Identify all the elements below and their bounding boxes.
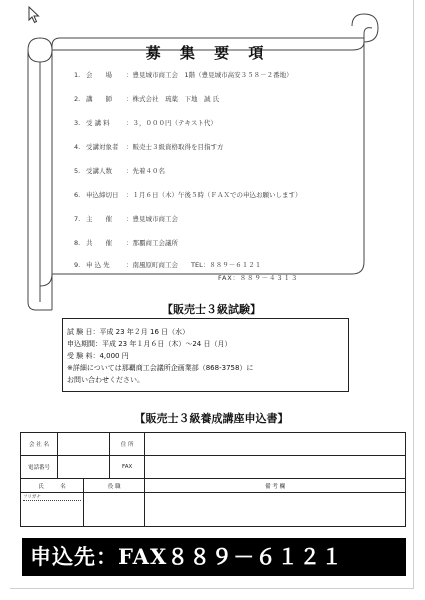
phone-label: 電話番号 [21,456,58,479]
list-item: 7. 主 催 ：豊見城市商工会 [74,215,178,223]
notes-header: 備 考 欄 [145,479,406,493]
phone-field[interactable] [58,456,110,479]
exam-line: お問い合わせください。 [67,376,144,384]
position-field[interactable] [84,493,145,527]
list-item: 9. 申 込 先 ：南風原町商工会 TEL：８８９－６１２１ [74,261,262,269]
address-field[interactable] [145,433,406,456]
exam-heading: 【販売士３級試験】 [162,303,261,316]
list-item: 2. 講 師 ：株式会社 琉薬 下地 誠 氏 [74,95,220,103]
exam-line: 試 験 日：平成 23 年２月 16 日（水） [67,328,190,336]
list-item: 3. 受 講 料 ：３，０００円（テキスト代） [74,119,217,127]
application-form [20,432,406,527]
list-item: 5. 受講人数 ：先着４０名 [74,167,165,175]
company-label: 会 社 名 [21,433,58,456]
exam-line: ※詳細については那覇商工会議所企画業部（868-3758）に [67,364,254,372]
fax-line: FAX：８８９－４３１３ [218,274,299,282]
page-title: 募 集 要 項 [145,44,271,62]
list-item: 4. 受講対象者 ：販売士３級資格取得を目指す方 [74,143,224,151]
company-field[interactable] [58,433,110,456]
list-item: 1. 会 場 ：豊見城市商工会 1階（豊見城市高安３５８－２番地） [74,71,293,79]
recruitment-scroll [22,12,394,312]
name-field[interactable] [21,493,84,527]
name-header: 氏 名 [21,479,84,493]
exam-line: 受 験 料：4,000 円 [67,352,129,360]
fax-field[interactable] [145,456,406,479]
exam-line: 申込期間：平成 23 年１月６日（木）～24 日（月） [67,340,232,348]
position-header: 役 職 [84,479,145,493]
fax-banner: 申込先：FAX８８９－６１２１ [22,538,406,576]
notes-field[interactable] [145,493,406,527]
furigana-label: フリガナ [23,494,81,501]
form-heading: 【販売士３級養成講座申込書】 [134,412,289,425]
fax-label: FAX [110,456,145,479]
exam-info-box [62,318,349,392]
list-item: 6. 申込締切日 ：１月６日（木）午後５時（ＦＡＸでの申込お願いします） [74,191,302,199]
list-item: 8. 共 催 ：那覇商工会議所 [74,239,178,247]
address-label: 住 所 [110,433,145,456]
